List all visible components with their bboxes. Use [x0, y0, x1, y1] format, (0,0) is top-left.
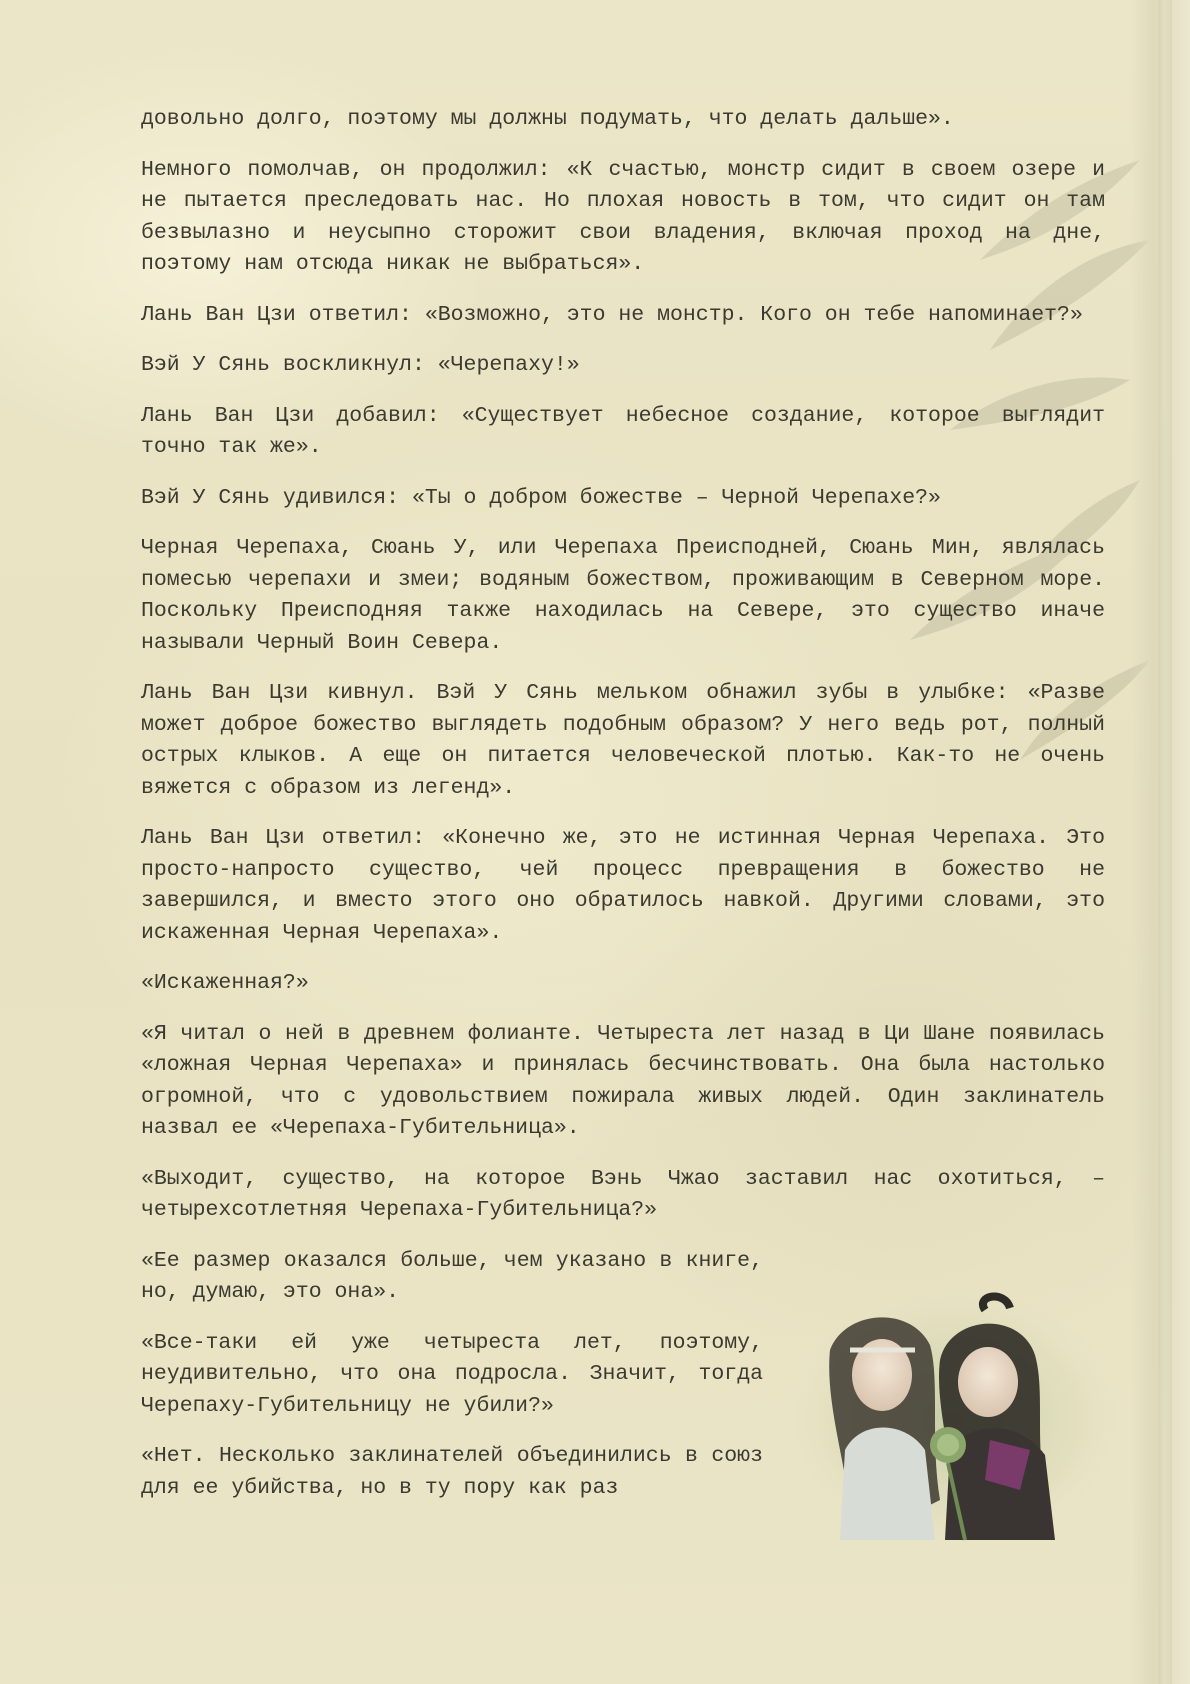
paragraph: «Искаженная?» [141, 971, 309, 995]
paragraph: Вэй У Сянь воскликнул: «Черепаху!» [141, 353, 580, 377]
bamboo-stalk-decoration [1158, 0, 1172, 1684]
character-illustration [790, 1290, 1120, 1550]
paragraph: Лань Ван Цзи добавил: «Существует небесное создание, которое выглядит точно так же». [141, 403, 1105, 459]
paragraph: «Ее размер оказался больше, чем указано в книге, но, думаю, это она». [141, 1248, 763, 1304]
paragraph: Лань Ван Цзи ответил: «Возможно, это не монстр. Кого он тебе напоминает?» [141, 302, 1083, 327]
paragraph: Лань Ван Цзи кивнул. Вэй У Сянь мельком обнажил зубы в улыбке: «Разве может доброе божество выглядеть подобным образом? У него ведь рот, полный острых клыков. А еще он питается человеческой плотью. Как-то не очень вяжется с образом из легенд». [141, 681, 1105, 800]
paragraph: «Выходит, существо, на которое Вэнь Чжао заставил нас охотиться, – четырехсотлетняя Черепаха-Губительница?» [141, 1166, 1105, 1222]
paragraph: «Я читал о ней в древнем фолианте. Четыреста лет назад в Ци Шане появилась «ложная Черная Черепаха» и принялась бесчинствовать. Она была настолько огромной, что с удовольствием пожирала живых людей. Один заклинатель назвал ее «Черепаха-Губительница». [141, 1021, 1105, 1140]
paragraph: довольно долго, поэтому мы должны подумать, что делать дальше». [141, 107, 954, 131]
paragraph: Черная Черепаха, Сюань У, или Черепаха Преисподней, Сюань Мин, являлась помесью черепахи и змеи; водяным божеством, проживающим в Северном море. Поскольку Преисподняя также находилась на Севере, это существо иначе называли Черный Воин Севера. [141, 536, 1105, 655]
paragraph: Вэй У Сянь удивился: «Ты о добром божестве – Черной Черепахе?» [141, 485, 941, 510]
paragraph: Немного помолчав, он продолжил: «К счастью, монстр сидит в своем озере и не пытается преследовать нас. Но плохая новость в том, что сидит он там безвылазно и неусыпно сторожит свои владения, включая проход на дне, поэтому нам отсюда никак не выбраться». [141, 157, 1105, 276]
paragraph: «Все-таки ей уже четыреста лет, поэтому, неудивительно, что она подросла. Значит, тогда Черепаху-Губительницу не убили?» [141, 1330, 763, 1418]
paragraph: «Нет. Несколько заклинателей объединились в союз для ее убийства, но в ту пору как раз [141, 1444, 763, 1500]
paragraph: Лань Ван Цзи ответил: «Конечно же, это не истинная Черная Черепаха. Это просто-напросто существо, чей процесс превращения в божество не завершился, и вместо этого оно обратилось навкой. Другими словами, это искаженная Черная Черепаха». [141, 826, 1105, 945]
